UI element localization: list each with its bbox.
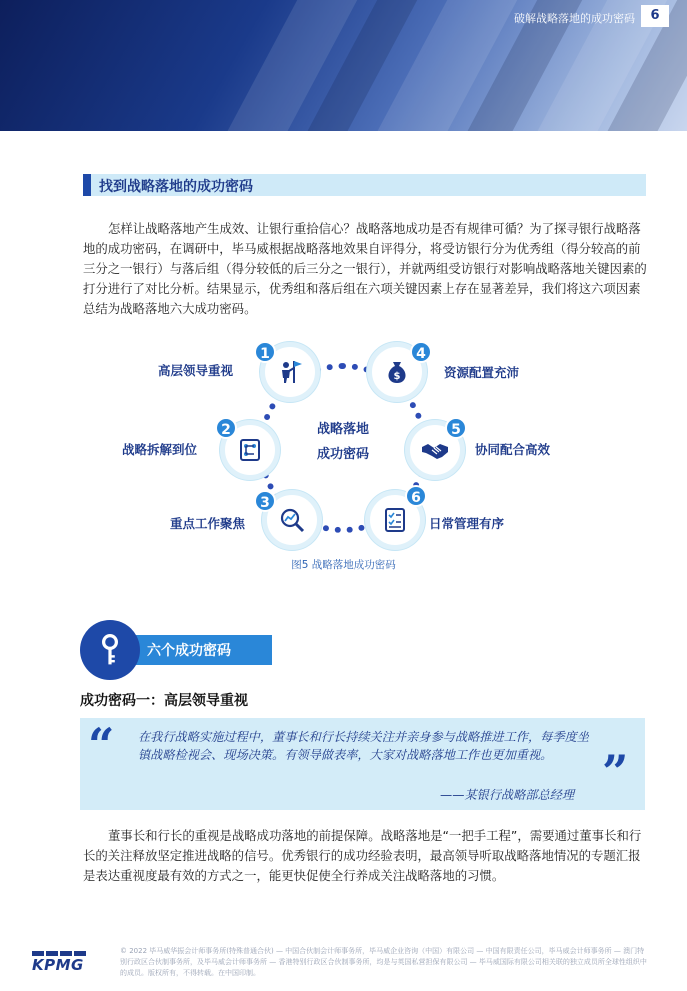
page-number: 6	[641, 5, 669, 27]
node-label: 重点工作聚焦	[170, 516, 246, 531]
node-label: 高层领导重视	[158, 363, 234, 378]
checklist-icon	[380, 505, 410, 535]
center-line-1: 战略落地	[316, 422, 369, 437]
figure-caption: 图5 战略落地成功密码	[291, 559, 396, 571]
close-quote-icon: ”	[602, 745, 629, 799]
section-title: 找到战略落地的成功密码	[99, 179, 253, 195]
magnifier-trend-icon	[277, 505, 307, 535]
node-badge: 3	[254, 490, 276, 512]
header-banner	[0, 0, 687, 131]
key-one-paragraph: 董事长和行长的重视是战略成功落地的前提保障。战略落地是“一把手工程”，需要通过董事长和行长的关注释放坚定推进战略的信号。优秀银行的成功经验表明，最高领导听取战略落地情况的专题汇报是表达重视度最有效的方式之一，能更快促使全行养成关注战略落地的习惯。	[83, 828, 642, 883]
node-badge: 2	[215, 417, 237, 439]
quote-source: ——某银行战略部总经理	[440, 788, 575, 802]
diagram-center-text	[303, 417, 383, 467]
six-keys-title: 六个成功密码	[147, 643, 231, 659]
node-label: 协同配合高效	[475, 442, 551, 457]
six-keys-icon-circle	[80, 620, 140, 680]
open-quote-icon: “	[88, 718, 115, 772]
breakdown-chart-icon	[235, 435, 265, 465]
kpmg-logo: KPMG	[32, 956, 84, 974]
intro-paragraph: 怎样让战略落地产生成效、让银行重拾信心？战略落地成功是否有规律可循？为了探寻银行战略落地的成功密码，在调研中，毕马威根据战略落地效果自评得分，将受访银行分为优秀组（得分较高的前三分之一银行）与落后组（得分较低的后三分之一银行），并就两组受访银行对影响战略落地关键因素的打分进行了对比分析。结果显示，优秀组和落后组在六项关键因素上存在显著差异，我们将这六项因素总结为战略落地六大成功密码。	[83, 221, 647, 316]
section-heading-accent	[83, 174, 91, 196]
leader-flag-icon	[275, 357, 305, 387]
center-line-2: 成功密码	[316, 447, 369, 462]
node-label: 资源配置充沛	[444, 365, 520, 380]
node-label: 日常管理有序	[429, 516, 505, 531]
money-bag-icon	[382, 357, 412, 387]
node-badge: 5	[445, 417, 467, 439]
node-label: 战略拆解到位	[122, 442, 198, 457]
handshake-icon	[420, 435, 450, 465]
node-badge: 4	[410, 341, 432, 363]
quote-text: 在我行战略实施过程中，董事长和行长持续关注并亲身参与战略推进工作，每季度坐镇战略检视会、现场决策。有领导做表率，大家对战略落地工作也更加重视。	[138, 730, 589, 762]
success-code-diagram	[0, 330, 687, 570]
node-badge: 1	[254, 341, 276, 363]
svg-text:$: $	[393, 371, 401, 382]
key-icon	[98, 633, 122, 667]
footer-legal-text: © 2022 毕马威华振会计师事务所(特殊普通合伙) — 中国合伙制会计师事务所，毕马威企业咨询（中国）有限公司 — 中国有限责任公司，毕马威会计师事务所 — 澳门特别行政区合伙制事务所，及毕马威会计师事务所 — 香港特别行政区合伙制事务所，均是与英国私营担保有限公司 — 毕马威国际有限公司相关联的独立成员所全球性组织中的成员。版权所有，不得转载。在中国印制。	[120, 947, 647, 977]
header-title: 破解战略落地的成功密码	[514, 12, 635, 25]
node-badge: 6	[405, 485, 427, 507]
key-one-heading: 成功密码一：高层领导重视	[80, 693, 248, 709]
